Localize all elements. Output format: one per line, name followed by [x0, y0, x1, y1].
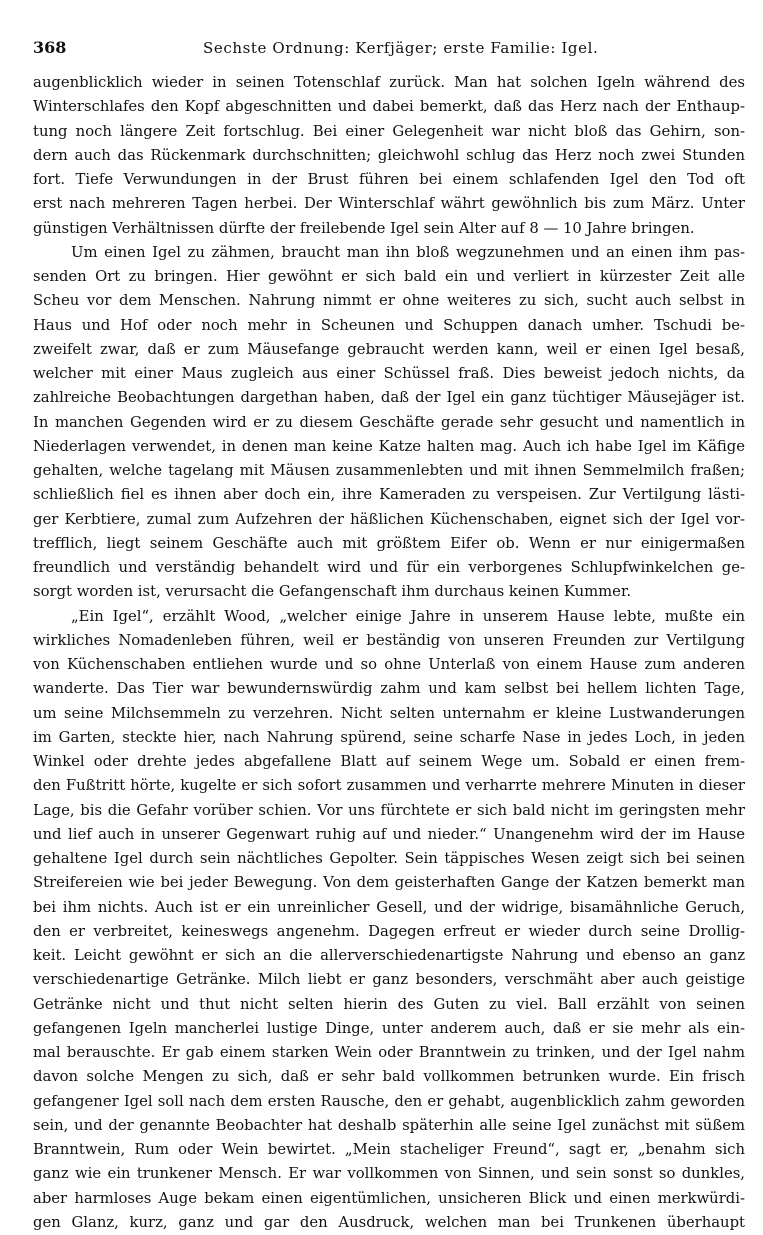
text-line: zahlreiche Beobachtungen dargethan haben, daß der Igel ein ganz tüchtiger Mäusejäger ist.	[33, 389, 745, 407]
text-line: Streifereien wie bei jeder Bewegung. Von dem geisterhaften Gange der Katzen bemerkt man	[33, 874, 745, 892]
text-line: fort. Tiefe Verwundungen in der Brust führen bei einem schlafenden Igel den Tod oft	[33, 171, 745, 188]
text-line: verschiedenartige Getränke. Milch liebt er ganz besonders, verschmäht aber auch geistige	[33, 971, 745, 989]
text-line: den er verbreitet, keineswegs angenehm. Dagegen erfreut er wieder durch seine Drollig-	[33, 922, 745, 940]
text-line: ganz wie ein trunkener Mensch. Er war vollkommen von Sinnen, und sein sonst so dunkles,	[33, 1165, 745, 1183]
text-line: Scheu vor dem Menschen. Nahrung nimmt er ohne weiteres zu sich, sucht auch selbst in	[33, 292, 745, 310]
text-line: aber harmloses Auge bekam einen eigentümlichen, unsicheren Blick und einen merkwürdi-	[33, 1189, 745, 1207]
text-line: Niederlagen verwendet, in denen man keine Katze halten mag. Auch ich habe Igel im Käfige	[33, 437, 745, 455]
text-line: um seine Milchsemmeln zu verzehren. Nicht selten unternahm er kleine Lustwanderungen	[33, 704, 745, 722]
text-line: sein, und der genannte Beobachter hat deshalb späterhin alle seine Igel zunächst mit süßem	[33, 1116, 745, 1134]
text-line: „Ein Igel“, erzählt Wood, „welcher einige Jahre in unserem Hause lebte, mußte ein	[71, 607, 745, 625]
text-line: gehalten, welche tagelang mit Mäusen zusammenlebten und mit ihnen Semmelmilch fraßen;	[33, 462, 745, 479]
text-line: dern auch das Rückenmark durchschnitten; gleichwohl schlug das Herz noch zwei Stunden	[33, 146, 745, 164]
text-line: trefflich, liegt seinem Geschäfte auch mit größtem Eifer ob. Wenn er nur einigermaßen	[33, 534, 745, 552]
text-line: von Küchenschaben entliehen wurde und so ohne Unterlaß von einem Hause zum anderen	[33, 656, 745, 673]
text-line: In manchen Gegenden wird er zu diesem Geschäfte gerade sehr gesucht und namentlich in	[33, 413, 745, 431]
text-line: günstigen Verhältnissen dürfte der freilebende Igel sein Alter auf 8 — 10 Jahre bringen.	[33, 219, 695, 237]
text-line: gefangener Igel soll nach dem ersten Rausche, den er gehabt, augenblicklich zahm geworden	[33, 1092, 745, 1110]
text-line: Branntwein, Rum oder Wein bewirtet. „Mein stacheliger Freund“, sagt er, „benahm sich	[33, 1141, 745, 1158]
text-line: Winkel oder drehte jedes abgefallene Blatt auf seinem Wege um. Sobald er einen frem-	[33, 753, 745, 770]
text-line: freundlich und verständig behandelt wird und für ein verborgenes Schlupfwinkelchen ge-	[33, 559, 745, 576]
text-line: den Fußtritt hörte, kugelte er sich sofort zusammen und verharrte mehrere Minuten in dieser	[33, 777, 745, 795]
text-line: tung noch längere Zeit fortschlug. Bei einer Gelegenheit war nicht bloß das Gehirn, son-	[33, 122, 745, 140]
page-number: 368	[33, 38, 67, 57]
text-line: im Garten, steckte hier, nach Nahrung spürend, seine scharfe Nase in jedes Loch, in jeden	[33, 728, 745, 746]
text-line: welcher mit einer Maus zugleich aus einer Schüssel fraß. Dies beweist jedoch nichts, da	[33, 365, 745, 382]
text-line: erst nach mehreren Tagen herbei. Der Winterschlaf währt gewöhnlich bis zum März. Unter	[33, 195, 745, 213]
text-line: Winterschlafes den Kopf abgeschnitten und dabei bemerkt, daß das Herz nach der Enthaup-	[33, 98, 745, 116]
text-line: und lief auch in unserer Gegenwart ruhig auf und nieder.“ Unangenehm wird der im Hause	[33, 825, 745, 843]
text-line: gefangenen Igeln mancherlei lustige Dinge, unter anderem auch, daß er sie mehr als ein-	[33, 1019, 745, 1037]
text-line: mal berauschte. Er gab einem starken Wein oder Branntwein zu trinken, und der Igel nahm	[33, 1044, 745, 1061]
text-line: schließlich fiel es ihnen aber doch ein, ihre Kameraden zu verspeisen. Zur Vertilgung lästi-	[33, 486, 745, 504]
text-line: Um einen Igel zu zähmen, braucht man ihn bloß wegzunehmen und an einen ihm pas-	[71, 243, 745, 261]
text-line: Getränke nicht und thut nicht selten hierin des Guten zu viel. Ball erzählt von seinen	[33, 995, 745, 1013]
text-line: Lage, bis die Gefahr vorüber schien. Vor uns fürchtete er sich bald nicht im geringsten mehr	[33, 801, 745, 819]
body-text	[33, 71, 745, 1235]
text-line: Haus und Hof oder noch mehr in Scheunen und Schuppen danach umher. Tschudi be-	[33, 316, 745, 334]
text-line: davon solche Mengen zu sich, daß er sehr bald vollkommen betrunken wurde. Ein frisch	[33, 1068, 745, 1086]
text-line: bei ihm nichts. Auch ist er ein unreinlicher Gesell, und der widrige, bisamähnliche Geruch,	[33, 898, 745, 916]
running-head: Sechste Ordnung: Kerfjäger; erste Familie: Igel.	[203, 39, 599, 57]
text-line: senden Ort zu bringen. Hier gewöhnt er sich bald ein und verliert in kürzester Zeit alle	[33, 268, 745, 285]
text-line: ger Kerbtiere, zumal zum Aufzehren der häßlichen Küchenschaben, eignet sich der Igel vor-	[33, 510, 745, 528]
text-line: keit. Leicht gewöhnt er sich an die allerverschiedenartigste Nahrung und ebenso an ganz	[33, 947, 745, 964]
page-header	[33, 36, 745, 60]
text-line: augenblicklich wieder in seinen Totenschlaf zurück. Man hat solchen Igeln während des	[33, 74, 745, 91]
text-line: sorgt worden ist, verursacht die Gefangenschaft ihm durchaus keinen Kummer.	[33, 583, 632, 601]
text-line: gen Glanz, kurz, ganz und gar den Ausdruck, welchen man bei Trunkenen überhaupt	[33, 1213, 745, 1231]
text-line: wirkliches Nomadenleben führen, weil er beständig von unseren Freunden zur Vertilgung	[33, 631, 745, 649]
text-line: zweifelt zwar, daß er zum Mäusefange gebraucht werden kann, weil er einen Igel besaß,	[33, 340, 745, 358]
text-line: wanderte. Das Tier war bewundernswürdig zahm und kam selbst bei hellem lichten Tage,	[33, 680, 745, 698]
text-line: gehaltene Igel durch sein nächtliches Gepolter. Sein täppisches Wesen zeigt sich bei seinen	[33, 850, 745, 867]
